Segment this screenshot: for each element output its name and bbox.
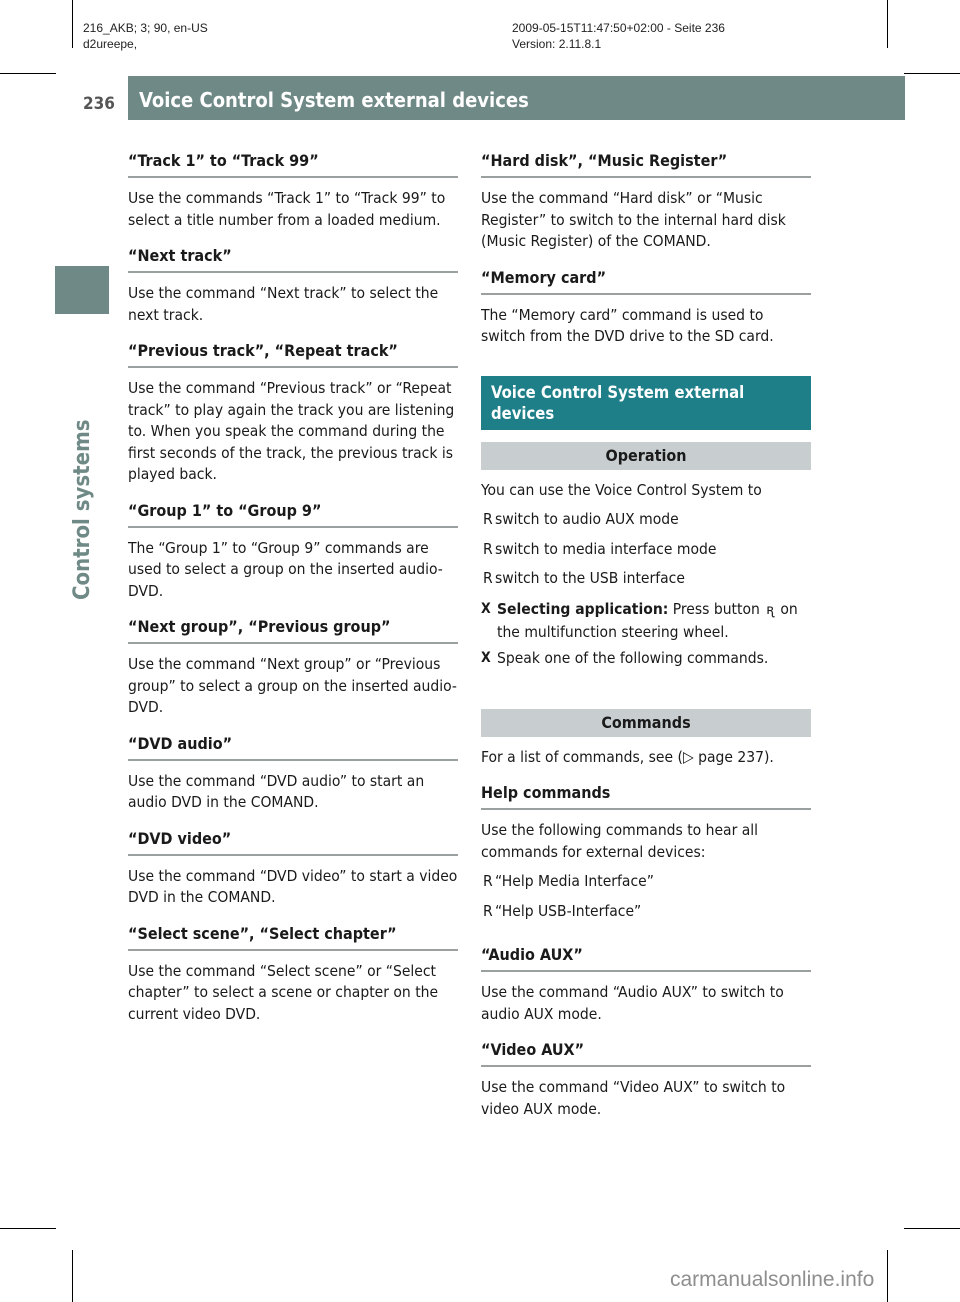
operation-intro: You can use the Voice Control System to: [481, 480, 762, 499]
list-item: [483, 901, 811, 923]
section-heading: “DVD video”: [128, 828, 458, 856]
page-number: 236: [83, 94, 115, 114]
crop-mark: [72, 0, 73, 48]
step-item: [481, 598, 811, 643]
list-item: [483, 539, 811, 561]
section-text: Use the command “Previous track” or “Repeat track” to play again the track you are listening to. When you speak the command during the first seconds of the track, the previous track is played back.: [128, 379, 455, 483]
meta-top-right-1: 2009-05-15T11:47:50+02:00 - Seite 236: [512, 21, 725, 35]
section-text: Use the command “Audio AUX” to switch to audio AUX mode.: [481, 983, 784, 1023]
commands-text-a: For a list of commands, see (: [481, 747, 683, 766]
section-text: Use the commands “Track 1” to “Track 99” to select a title number from a loaded medium.: [128, 189, 446, 229]
side-tab-marker: [55, 266, 109, 314]
meta-top-right-2: Version: 2.11.8.1: [512, 37, 602, 51]
crop-mark: [72, 1250, 73, 1302]
crop-mark: [0, 73, 56, 74]
crop-mark: [0, 1228, 56, 1229]
left-column: [128, 150, 458, 1039]
section-help-commands: [481, 782, 811, 922]
section-dvd-video: [128, 828, 458, 909]
step-arrow-icon: X: [481, 649, 491, 666]
bullet-icon: R: [483, 872, 493, 890]
section-heading: “Memory card”: [481, 267, 811, 295]
section-heading: Help commands: [481, 782, 811, 810]
bullet-icon: R: [483, 510, 493, 528]
section-heading: “Hard disk”, “Music Register”: [481, 150, 811, 178]
section-select-scene: [128, 923, 458, 1026]
section-text: Use the command “Hard disk” or “Music Register” to switch to the internal hard disk (Music Register) of the COMAND.: [481, 189, 786, 250]
section-heading: “Next track”: [128, 245, 458, 273]
watermark: carmanualsonline.info: [670, 1268, 875, 1291]
section-heading: “Video AUX”: [481, 1039, 811, 1067]
section-hard-disk: [481, 150, 811, 253]
section-text: Use the command “Next group” or “Previous group” to select a group on the inserted audio-DVD.: [128, 655, 457, 716]
side-tab-text: Control systems: [70, 419, 95, 600]
section-text: Use the command “Select scene” or “Select chapter” to select a scene or chapter on the current video DVD.: [128, 961, 439, 1023]
step-text: Press button: [668, 599, 765, 618]
list-item-text: switch to audio AUX mode: [495, 510, 679, 528]
meta-top-left-2: d2ureepe,: [83, 37, 138, 51]
section-heading: “Next group”, “Previous group”: [128, 616, 458, 644]
section-heading: “Select scene”, “Select chapter”: [128, 923, 458, 951]
list-item: [483, 509, 811, 531]
section-dvd-audio: [128, 733, 458, 814]
meta-top-left-1: 216_AKB; 3; 90, en-US: [83, 21, 208, 35]
section-heading: “DVD audio”: [128, 733, 458, 761]
step-text: Speak one of the following commands.: [497, 648, 769, 667]
list-item: [483, 871, 811, 893]
commands-text: [481, 747, 811, 769]
section-text: The “Memory card” command is used to switch from the DVD drive to the SD card.: [481, 305, 774, 345]
side-tab-label: [63, 320, 103, 600]
section-track: [128, 150, 458, 231]
header-divider: [124, 76, 127, 120]
section-heading: “Previous track”, “Repeat track”: [128, 340, 458, 368]
list-item-text: “Help Media Interface”: [495, 872, 654, 890]
section-next-track: [128, 245, 458, 326]
bullet-icon: R: [483, 539, 493, 558]
section-group: [128, 500, 458, 603]
commands-title: Commands: [481, 709, 811, 737]
section-memory-card: [481, 267, 811, 348]
bullet-icon: R: [483, 901, 493, 920]
page-title: Voice Control System external devices: [139, 88, 529, 112]
section-heading: “Audio AUX”: [481, 944, 811, 972]
section-text: Use the command “DVD video” to start a video DVD in the COMAND.: [128, 866, 458, 906]
list-item-text: “Help USB-Interface”: [495, 901, 642, 920]
section-text: The “Group 1” to “Group 9” commands are used to select a group on the inserted audio-DVD.: [128, 538, 443, 600]
section-text: Use the command “Next track” to select the next track.: [128, 284, 439, 324]
crop-mark: [904, 73, 960, 74]
section-text: Use the command “Video AUX” to switch to video AUX mode.: [481, 1078, 786, 1118]
step-text: on the multifunction steering wheel.: [497, 599, 798, 641]
step-label: Selecting application:: [497, 599, 669, 618]
step-arrow-icon: X: [481, 600, 491, 617]
voice-control-button-icon: ꭆ: [766, 601, 774, 618]
right-column: [481, 150, 811, 1134]
crop-mark: [904, 1228, 960, 1229]
list-item: [483, 568, 811, 590]
commands-text-b: page 237).: [693, 747, 774, 766]
section-next-group: [128, 616, 458, 719]
section-heading: “Group 1” to “Group 9”: [128, 500, 458, 528]
bullet-icon: R: [483, 569, 493, 587]
crop-mark: [887, 0, 888, 48]
section-title-banner: Voice Control System external devices: [481, 376, 811, 430]
operation-title: Operation: [481, 442, 811, 470]
list-item-text: switch to the USB interface: [495, 569, 685, 587]
page-ref-icon: ▷: [682, 747, 694, 766]
section-heading: “Track 1” to “Track 99”: [128, 150, 458, 178]
section-text: Use the command “DVD audio” to start an audio DVD in the COMAND.: [128, 771, 425, 811]
list-item-text: switch to media interface mode: [495, 539, 717, 558]
crop-mark: [887, 1250, 888, 1302]
section-audio-aux: [481, 944, 811, 1025]
step-item: [481, 647, 811, 669]
section-video-aux: [481, 1039, 811, 1120]
section-text: Use the following commands to hear all commands for external devices:: [481, 821, 759, 861]
section-previous-track: [128, 340, 458, 486]
